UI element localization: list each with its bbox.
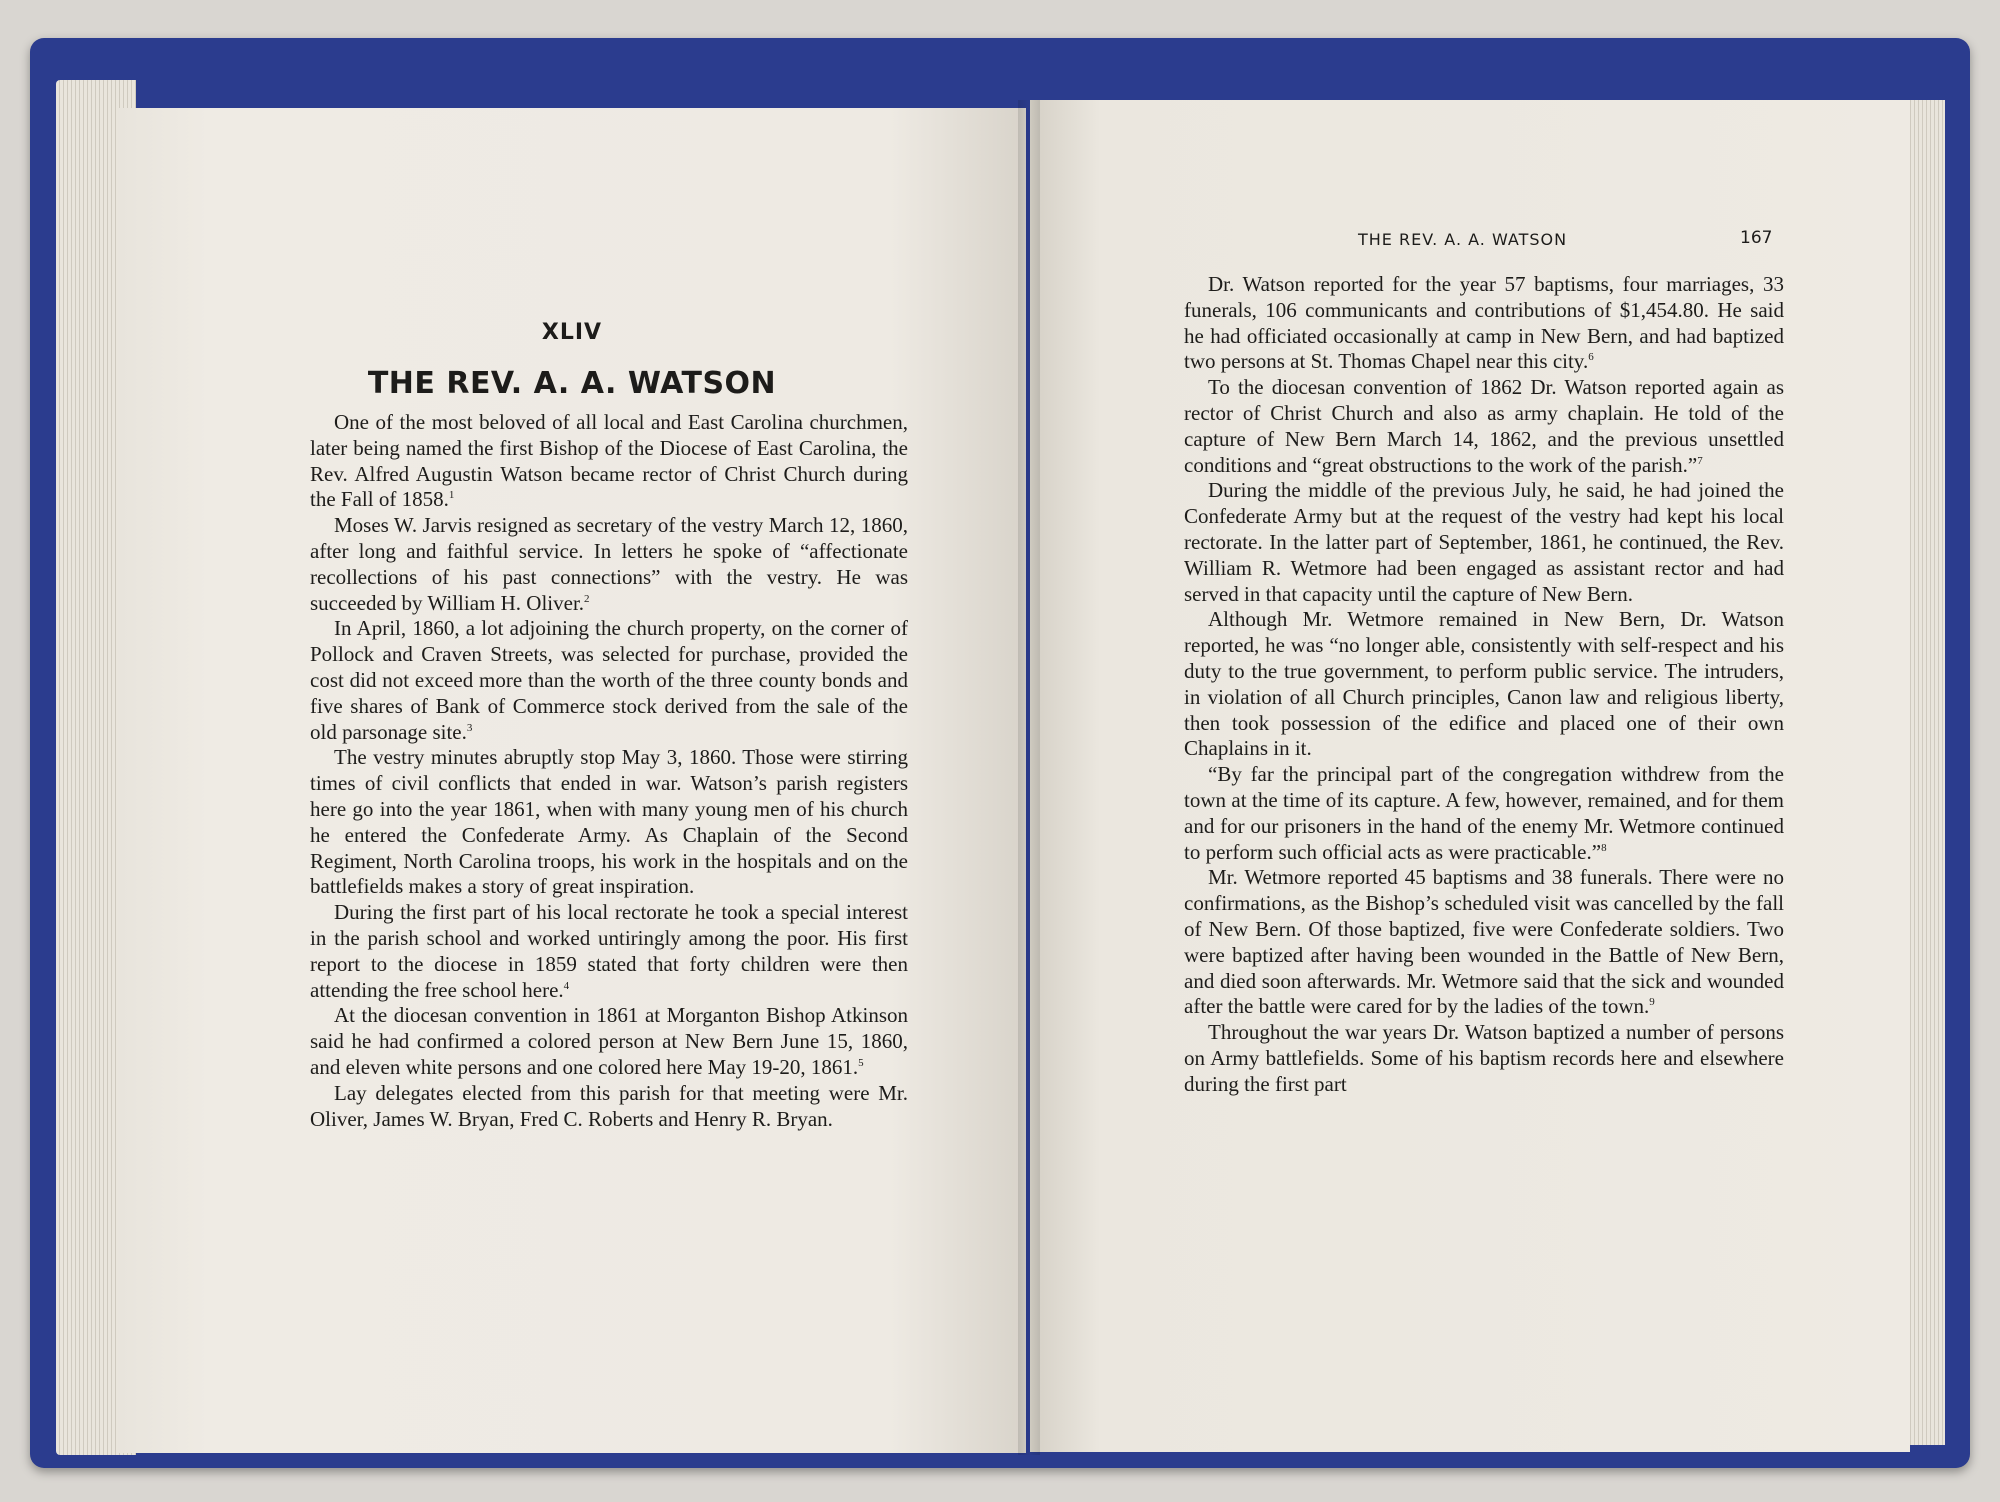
left-page: [118, 108, 1026, 1453]
right-page: [1030, 100, 1910, 1452]
paragraph: One of the most beloved of all local and East Carolina churchmen, later being named the first Bishop of the Diocese of East Carolina, the Rev. Alfred Augustin Watson became rector of Christ Church during the Fall of 1858.$^1$: [310, 410, 908, 512]
paragraph: During the first part of his local rectorate he took a special interest in the parish school and worked untiringly among the poor. His first report to the diocese in 1859 stated that forty children were then attending the free school here.$^4$: [310, 900, 908, 1002]
right-text-column: [1184, 272, 1784, 1098]
footnote-ref: 2: [584, 592, 590, 605]
footnote-ref: 3: [466, 721, 473, 734]
chapter-title: THE REV. A. A. WATSON: [367, 366, 777, 401]
page-number: 167: [1740, 228, 1773, 248]
footnote-ref: 6: [1588, 351, 1594, 364]
paragraph: Throughout the war years Dr. Watson baptized a number of persons on Army battlefields. Some of his baptism records here and elsewhere during the first part: [1184, 1020, 1784, 1096]
paragraph: In April, 1860, a lot adjoining the church property, on the corner of Pollock and Craven Streets, was selected for purchase, provided the cost did not exceed more than the worth of the three county bonds and five shares of Bank of Commerce stock derived from the sale of the old parsonage site.$^3$: [310, 616, 908, 744]
footnote-ref: 9: [1649, 996, 1655, 1009]
book-gutter: [1018, 100, 1040, 1455]
footnote-ref: 4: [563, 979, 570, 992]
paragraph: Mr. Wetmore reported 45 baptisms and 38 funerals. There were no confirmations, as the Bishop’s scheduled visit was cancelled by the fall of New Bern. Of those baptized, five were Confederate soldiers. Two were baptized after having been wounded in the Battle of New Bern, and died soon afterwards. Mr. Wetmore said that the sick and wounded after the battle were cared for by the ladies of the town.$^9$: [1184, 865, 1784, 1019]
paragraph: At the diocesan convention in 1861 at Morganton Bishop Atkinson said he had confirmed a colored person at New Bern June 15, 1860, and eleven white persons and one colored here May 19-20, 1861.$^5$: [310, 1003, 908, 1079]
chapter-number: XLIV: [541, 320, 603, 345]
paragraph: During the middle of the previous July, he said, he had joined the Confederate Army but at the request of the vestry had kept his local rectorate. In the latter part of September, 1861, he continued, the Rev. William R. Wetmore had been engaged as assistant rector and had served in that capacity until the capture of New Bern.: [1184, 478, 1784, 606]
footnote-ref: 7: [1697, 454, 1703, 467]
paragraph: To the diocesan convention of 1862 Dr. Watson reported again as rector of Christ Church and also as army chaplain. He told of the capture of New Bern March 14, 1862, and the previous unsettled conditions and “great obstructions to the work of the parish.”$^7$: [1184, 375, 1784, 477]
paragraph: Lay delegates elected from this parish for that meeting were Mr. Oliver, James W. Bryan, Fred C. Roberts and Henry R. Bryan.: [310, 1080, 908, 1131]
footnote-ref: 5: [858, 1056, 864, 1069]
paragraph: “By far the principal part of the congregation withdrew from the town at the time of its capture. A few, however, remained, and for them and for our prisoners in the hand of the enemy Mr. Wetmore continued to perform such official acts as were practicable.”$^8$: [1184, 762, 1784, 864]
paragraph: Dr. Watson reported for the year 57 baptisms, four marriages, 33 funerals, 106 communicants and contributions of $1,454.80. He said he had officiated occasionally at camp in New Bern, and had baptized two persons at St. Thomas Chapel near this city.$^6$: [1184, 272, 1784, 374]
paragraph: The vestry minutes abruptly stop May 3, 1860. Those were stirring times of civil conflicts that ended in war. Watson’s parish registers here go into the year 1861, when with many young men of his church he entered the Confederate Army. As Chaplain of the Second Regiment, North Carolina troops, his work in the hospitals and on the battlefields makes a story of great inspiration.: [310, 745, 908, 899]
footnote-ref: 1: [448, 489, 455, 502]
left-text-column: [310, 410, 908, 1132]
footnote-ref: 8: [1601, 841, 1607, 854]
paragraph: Although Mr. Wetmore remained in New Bern, Dr. Watson reported, he was “no longer able, consistently with self-respect and his duty to the true government, to perform public service. The intruders, in violation of all Church principles, Canon law and religious liberty, then took possession of the edifice and placed one of their own Chaplains in it.: [1184, 607, 1784, 761]
running-head: THE REV. A. A. WATSON: [1358, 230, 1568, 249]
paragraph: Moses W. Jarvis resigned as secretary of the vestry March 12, 1860, after long and faithful service. In letters he spoke of “affectionate recollections of his past connections” with the vestry. He was succeeded by William H. Oliver.$^2$: [310, 513, 908, 615]
